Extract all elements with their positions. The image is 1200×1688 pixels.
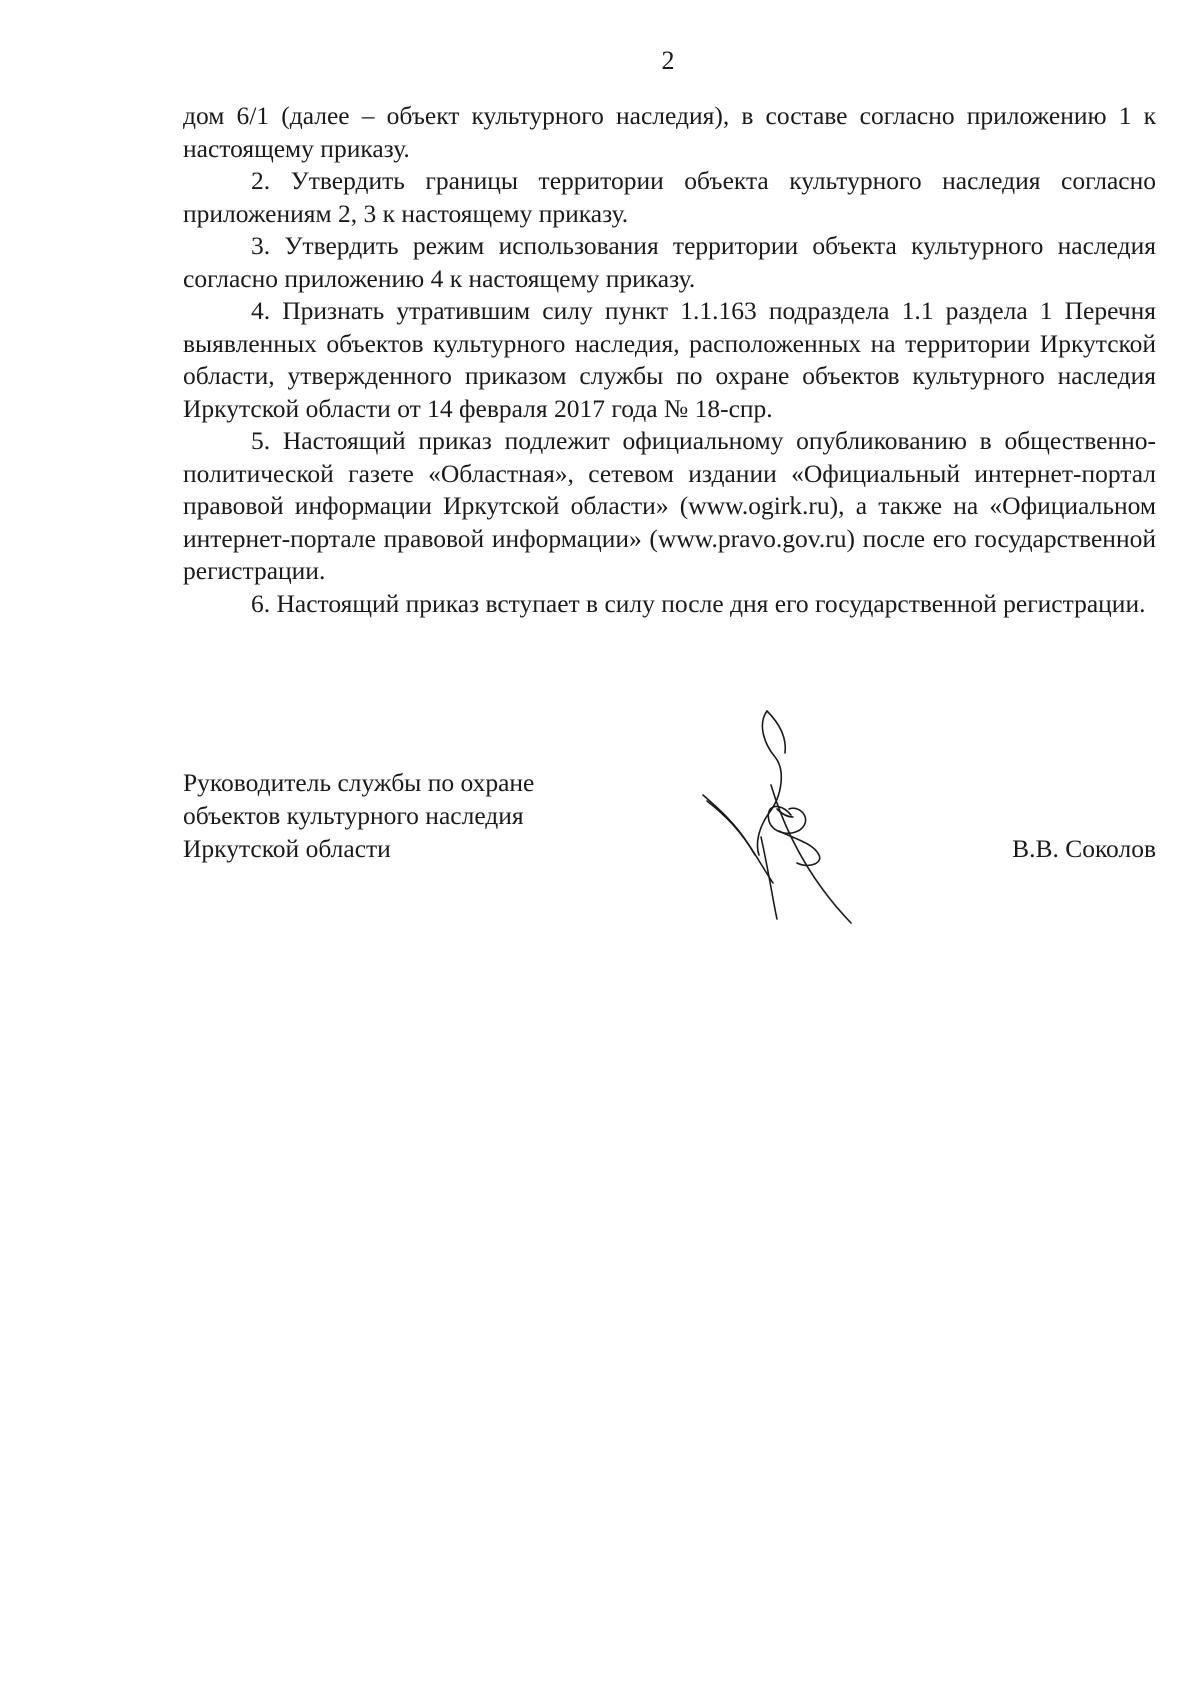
paragraph-item-6: 6. Настоящий приказ вступает в силу после дня его государственной регистрации.: [251, 588, 1146, 618]
page-number: 2: [661, 46, 675, 75]
paragraph-item-5: 5. Настоящий приказ подлежит официальному опубликованию в общественно-политической газете «Областная», сетевом издании «Официальный интернет-портал правовой информации Иркутской области» (www.ogirk.ru), а также на «Официальном интернет-портале правовой информации» (www.pravo.gov.ru) после его государственной регистрации.: [183, 426, 1156, 585]
paragraph-item-3: 3. Утвердить режим использования территории объекта культурного наследия согласно приложению 4 к настоящему приказу.: [183, 231, 1156, 293]
signer-position-line: Руководитель службы по охране: [183, 768, 535, 797]
signer-name: В.В. Соколов: [1012, 834, 1156, 863]
signer-position-line: объектов культурного наследия: [183, 801, 524, 830]
paragraph-item-4: 4. Признать утратившим силу пункт 1.1.163 подраздела 1.1 раздела 1 Перечня выявленных объектов культурного наследия, расположенных на территории Иркутской области, утвержденного приказом службы по охране объектов культурного наследия Иркутской области от 14 февраля 2017 года № 18-спр.: [183, 296, 1156, 423]
signer-position: [183, 766, 683, 865]
paragraph-continuation: дом 6/1 (далее – объект культурного наследия), в составе согласно приложению 1 к настоящему приказу.: [183, 101, 1156, 163]
signer-position-line: Иркутской области: [183, 834, 391, 863]
order-body: [183, 100, 1156, 620]
handwritten-signature: [695, 705, 870, 935]
paragraph-item-2: 2. Утвердить границы территории объекта культурного наследия согласно приложениям 2, 3 к настоящему приказу.: [183, 166, 1156, 228]
